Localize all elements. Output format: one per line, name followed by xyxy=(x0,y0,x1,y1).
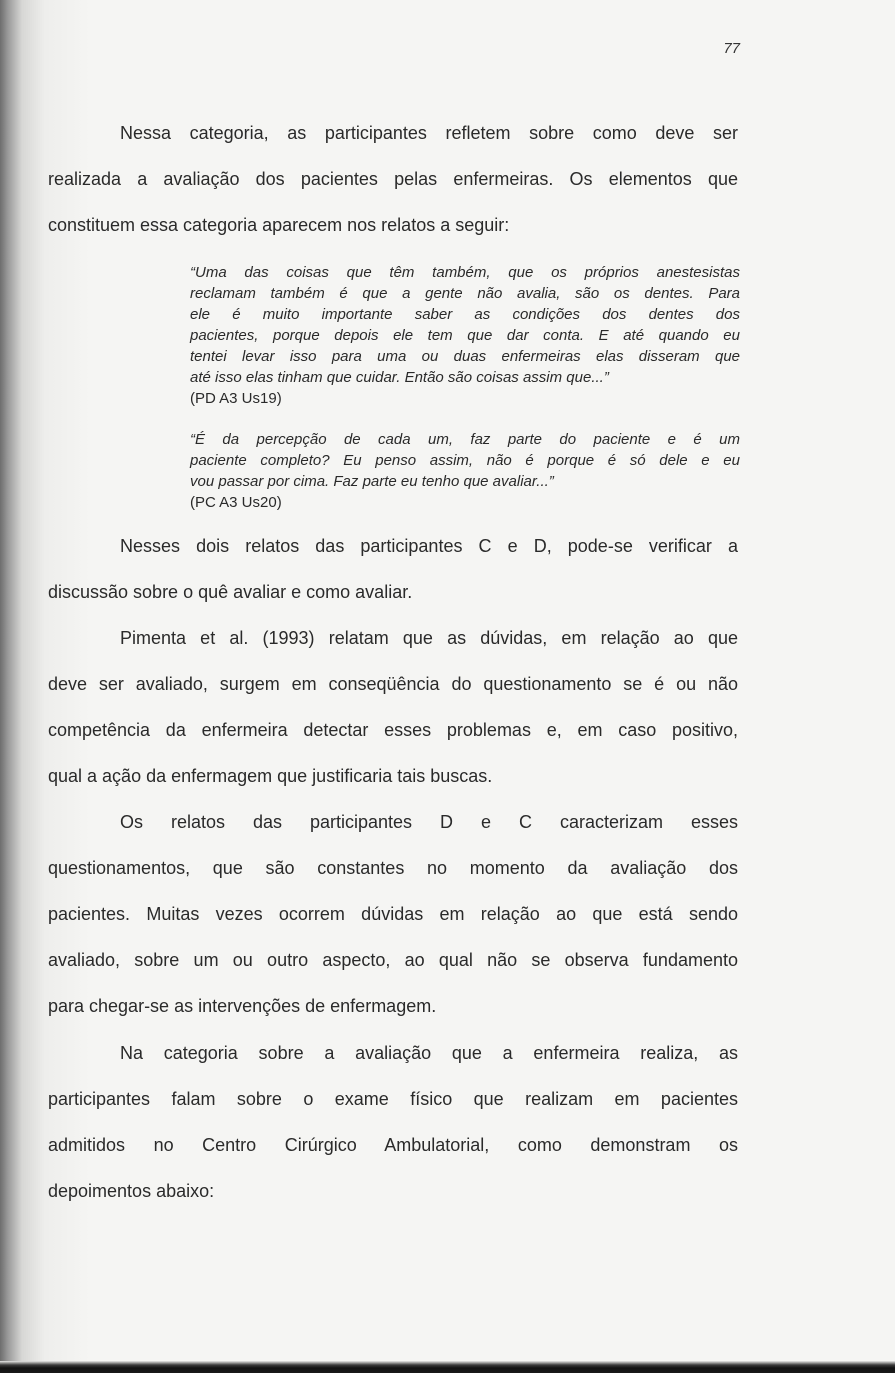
quote-reference: (PD A3 Us19) xyxy=(190,390,282,407)
quote-line: paciente completo? Eu penso assim, não é porque é só dele e eu xyxy=(190,452,740,469)
paragraph-line: Os relatos das participantes D e C caracterizam esses xyxy=(120,812,738,832)
paragraph-line: avaliado, sobre um ou outro aspecto, ao qual não se observa fundamento xyxy=(48,950,738,970)
paragraph-2 xyxy=(48,523,738,615)
paragraph-line: Na categoria sobre a avaliação que a enfermeira realiza, as xyxy=(120,1043,738,1063)
paragraph-line: pacientes. Muitas vezes ocorrem dúvidas em relação ao que está sendo xyxy=(48,904,738,924)
paragraph-line: discussão sobre o quê avaliar e como avaliar. xyxy=(48,582,413,602)
paragraph-line: realizada a avaliação dos pacientes pelas enfermeiras. Os elementos que xyxy=(48,169,738,189)
quote-text xyxy=(190,429,740,492)
paragraph-line: constituem essa categoria aparecem nos relatos a seguir: xyxy=(48,215,510,235)
paragraph-line: Nessa categoria, as participantes refletem sobre como deve ser xyxy=(120,123,738,143)
quote-line: até isso elas tinham que cuidar. Então são coisas assim que...” xyxy=(190,369,609,386)
paragraph-line: admitidos no Centro Cirúrgico Ambulatorial, como demonstram os xyxy=(48,1135,738,1155)
paragraph-line: Pimenta et al. (1993) relatam que as dúvidas, em relação ao que xyxy=(120,628,738,648)
quote-text xyxy=(190,262,740,388)
quote-reference: (PC A3 Us20) xyxy=(190,494,282,511)
page-number: 77 xyxy=(723,40,740,57)
paragraph-4 xyxy=(48,799,738,1029)
quote-line: “Uma das coisas que têm também, que os próprios anestesistas xyxy=(190,264,740,281)
quote-line: reclamam também é que a gente não avalia, são os dentes. Para xyxy=(190,285,740,302)
paragraph-line: deve ser avaliado, surgem em conseqüência do questionamento se é ou não xyxy=(48,674,738,694)
paragraph-line: questionamentos, que são constantes no momento da avaliação dos xyxy=(48,858,738,878)
block-quote-1 xyxy=(190,262,740,409)
quote-line: vou passar por cima. Faz parte eu tenho que avaliar...” xyxy=(190,473,554,490)
quote-line: “É da percepção de cada um, faz parte do paciente e é um xyxy=(190,431,740,448)
paragraph-3 xyxy=(48,615,738,799)
paragraph-1 xyxy=(48,110,738,248)
quote-line: tentei levar isso para uma ou duas enfermeiras elas disseram que xyxy=(190,348,740,365)
block-quote-2 xyxy=(190,429,740,513)
quote-line: ele é muito importante saber as condições dos dentes dos xyxy=(190,306,740,323)
paragraph-line: qual a ação da enfermagem que justificaria tais buscas. xyxy=(48,766,493,786)
paragraph-line: competência da enfermeira detectar esses problemas e, em caso positivo, xyxy=(48,720,738,740)
scan-bottom-edge xyxy=(0,1361,895,1373)
paragraph-line: depoimentos abaixo: xyxy=(48,1181,215,1201)
paragraph-line: participantes falam sobre o exame físico que realizam em pacientes xyxy=(48,1089,738,1109)
quote-line: pacientes, porque depois ele tem que dar conta. E até quando eu xyxy=(190,327,740,344)
paragraph-5 xyxy=(48,1030,738,1214)
paragraph-line: para chegar-se as intervenções de enfermagem. xyxy=(48,996,437,1016)
paragraph-line: Nesses dois relatos das participantes C e D, pode-se verificar a xyxy=(120,536,738,556)
